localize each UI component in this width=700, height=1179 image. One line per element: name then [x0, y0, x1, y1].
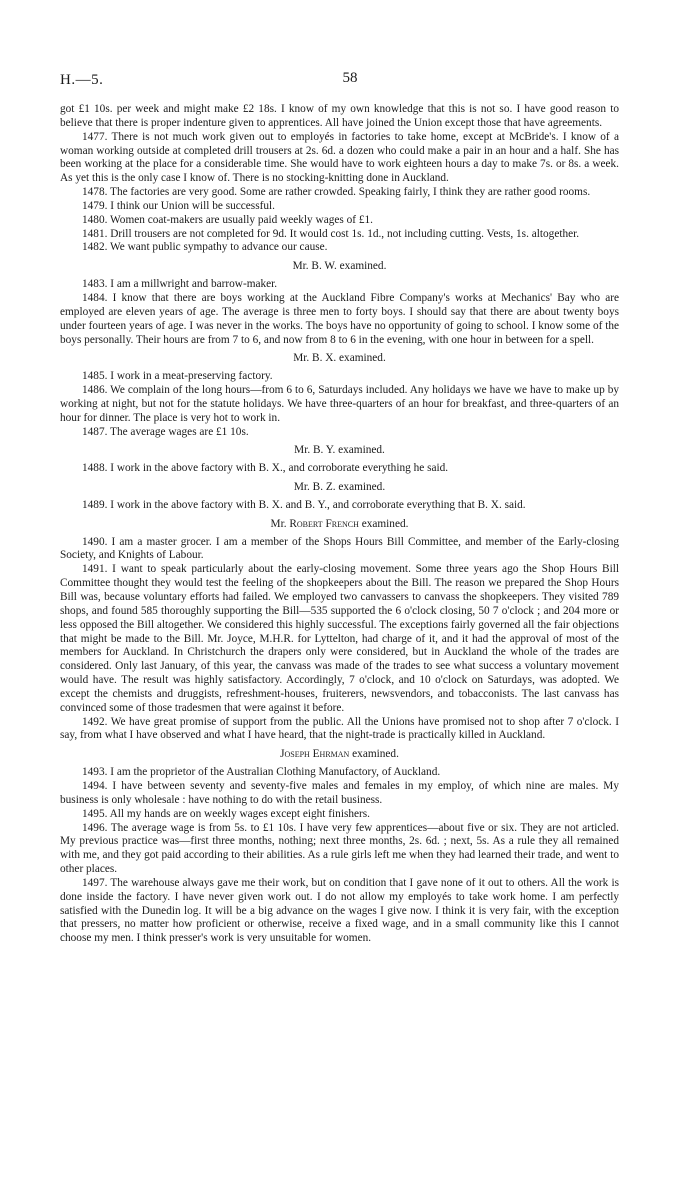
paragraph: 1494. I have between seventy and seventy-five males and females in my employ, of which nine are males. My business is only wholesale : have nothing to do with the retail business.: [60, 779, 619, 806]
witness-examined: examined.: [352, 748, 399, 761]
paragraph: 1495. All my hands are on weekly wages except eight finishers.: [82, 807, 370, 820]
paragraph: 1479. I think our Union will be successful.: [82, 199, 275, 212]
paragraph: 1491. I want to speak particularly about the early-closing movement. Some three years ago the Shop Hours Bill Committee thought they would test the feeling of the shopkeepers about the Bill. The reason we prepared the Shop Hours Bill was, because voluntary efforts had failed. We employed two canvassers to canvass the shopkeepers. They visited 789 shops, and found 585 thoroughly supporting the Bill—535 supported the 6 o'clock closing, 50 7 o'clock ; and 204 more or less opposed the Bill altogether. We considered this highly successful. The exceptions fairly governed all the fair objections that might be made to the Bill. Mr. Joyce, M.H.R. for Lyttelton, had charge of it, and it had the approval of most of the members for Auckland. In Christchurch the drapers only were considered, but in Auckland the whole of the trades are considered. Only last January, of this year, the canvass was made of the trades to see what success a voluntary movement would have. The result was highly satisfactory. Accordingly, 7 o'clock, and 10 o'clock on Saturdays, was adopted. We except the chemists and druggists, refreshment-houses, fruiterers, newsvendors, and tobacconists. The last canvass has convinced some of those tradesmen that were against it before.: [60, 563, 619, 714]
witness-heading: Mr. B. X. examined.: [293, 352, 386, 365]
witness-name: Robert French: [289, 517, 359, 530]
paragraph: 1492. We have great promise of support from the public. All the Unions have promised not to shop after 7 o'clock. I say, from what I have observed and what I have heard, that the night-trade is practically killed in Auckland.: [60, 715, 619, 742]
witness-heading: [60, 748, 619, 762]
paragraph: 1487. The average wages are £1 10s.: [82, 425, 249, 438]
page-number: 58: [342, 70, 358, 86]
paragraph: 1485. I work in a meat-preserving factory.: [82, 370, 273, 383]
paragraph: 1477. There is not much work given out to employés in factories to take home, except at McBride's. I know of a woman working outside at completed drill trousers at 2s. 6d. a dozen who could make a pair in an hour and a half. She has been working at the place for a considerable time. She would have to work eighteen hours a day to make 7s. or 8s. a week. As yet this is the only case I know of. There is no stocking-knitting done in Auckland.: [60, 130, 619, 185]
witness-heading: Mr. B. Z. examined.: [293, 481, 386, 494]
witness-heading: [60, 518, 619, 532]
document-body: [60, 103, 619, 946]
paragraph: 1483. I am a millwright and barrow-maker.: [82, 278, 278, 291]
witness-examined: examined.: [361, 517, 409, 530]
paragraph: 1489. I work in the above factory with B. X. and B. Y., and corroborate everything that B. X. said.: [82, 498, 526, 511]
paragraph: got £1 10s. per week and might make £2 18s. I know of my own knowledge that this is not so. I have good reason to believe that there is proper indenture given to apprentices. All have joined the Union except those that have agreements.: [60, 103, 619, 129]
paragraph: 1496. The average wage is from 5s. to £1 10s. I have very few apprentices—about five or six. They are not articled. My previous practice was—first three months, nothing; next three months, 2s. 6d. ; next, 5s. As a rule they all remained with me, and they got paid according to their abilities. As a rule girls left me when they had learned their trade, and went to other places.: [60, 821, 619, 876]
witness-title: Mr.: [270, 517, 287, 530]
paragraph: 1490. I am a master grocer. I am a member of the Shops Hours Bill Committee, and member of the Early-closing Society, and Knights of Labour.: [60, 535, 619, 562]
document-reference: H.—5.: [60, 72, 104, 88]
paragraph: 1484. I know that there are boys working at the Auckland Fibre Company's works at Mechanics' Bay who are employed are eleven years of age. The average is three men to forty boys. I should say that there are about twenty boys under fourteen years of age. I was never in the works. The boys have no opportunity of going to school. I know some of the boys personally. Their hours are from 7 to 6, and now from 8 to 6 in the evening, with one hour in between for a spell.: [60, 291, 619, 346]
witness-heading: Mr. B. Y. examined.: [294, 444, 385, 457]
paragraph: 1488. I work in the above factory with B. X., and corroborate everything he said.: [82, 462, 449, 475]
paragraph: 1478. The factories are very good. Some are rather crowded. Speaking fairly, I think they are rather good rooms.: [82, 186, 591, 199]
paragraph: 1497. The warehouse always gave me their work, but on condition that I gave none of it out to others. All the work is done inside the factory. I have never given work out. I do not allow my employés to take work home. I am perfectly satisfied with the Dunedin log. It will be a big advance on the wages I give now. I think it is very fair, with the exception that pressers, no matter how proficient or otherwise, receive a fixed wage, and in a small community like this I cannot choose my men. I think presser's work is very unsuitable for women.: [60, 876, 619, 945]
paragraph: 1480. Women coat-makers are usually paid weekly wages of £1.: [82, 213, 373, 226]
paragraph: 1486. We complain of the long hours—from 6 to 6, Saturdays included. Any holidays we have we have to make up by working at night, but not for the statute holidays. We have three-quarters of an hour for breakfast, and three-quarters of an hour for dinner. The place is very hot to work in.: [60, 384, 619, 424]
paragraph: 1482. We want public sympathy to advance our cause.: [82, 241, 328, 254]
witness-name: Joseph Ehrman: [280, 748, 350, 761]
paragraph: 1481. Drill trousers are not completed for 9d. It would cost 1s. 1d., not including cutting. Vests, 1s. altogether.: [82, 227, 580, 240]
paragraph: 1493. I am the proprietor of the Australian Clothing Manufactory, of Auckland.: [82, 766, 441, 779]
witness-heading: Mr. B. W. examined.: [292, 260, 387, 273]
